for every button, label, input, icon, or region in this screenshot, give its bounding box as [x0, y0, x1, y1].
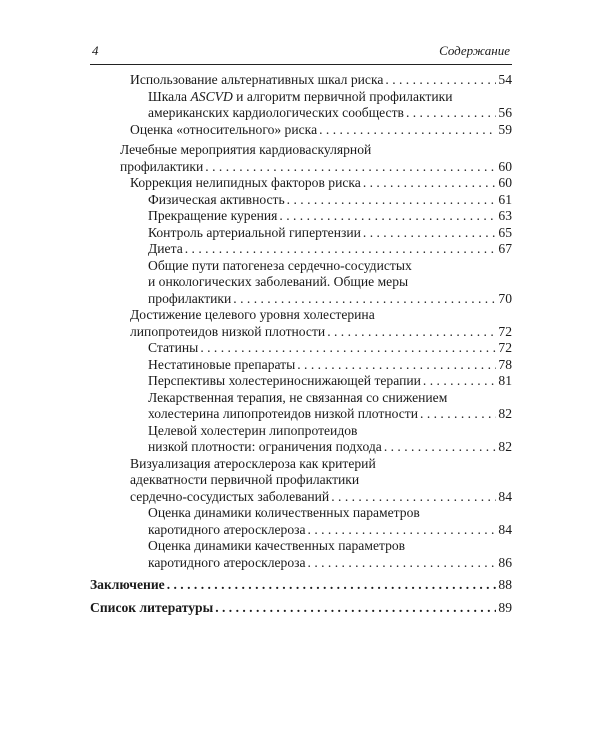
toc-entry[interactable]: [90, 208, 512, 225]
dot-leader: [308, 522, 497, 539]
toc-page-number: 67: [498, 241, 512, 256]
toc-entry[interactable]: [90, 357, 512, 374]
dot-leader: [297, 357, 496, 374]
toc-page-number: 60: [498, 158, 512, 174]
dot-leader: [308, 555, 497, 572]
toc-entry[interactable]: [90, 89, 512, 122]
toc-page-number: 59: [498, 121, 512, 137]
toc-page-number: 63: [498, 208, 512, 223]
dot-leader: [279, 208, 496, 225]
toc-entry-line: Достижение целевого уровня холестерина: [130, 307, 375, 322]
toc-entry-title: Нестатиновые препараты: [148, 356, 296, 372]
dot-leader: [319, 122, 496, 139]
toc-page-number: 84: [498, 521, 512, 537]
toc-page-number: 61: [498, 191, 512, 207]
toc-entry-line: Шкала ASCVD и алгоритм первичной профилактики: [148, 88, 453, 104]
toc-entry-title: каротидного атеросклероза: [148, 554, 306, 570]
toc-page-number: 70: [498, 290, 512, 306]
toc-entry[interactable]: [90, 72, 512, 89]
toc-entry[interactable]: [90, 505, 512, 538]
toc-entry[interactable]: [90, 373, 512, 390]
toc-entry[interactable]: [90, 538, 512, 571]
toc-entry-title: каротидного атеросклероза: [148, 521, 306, 537]
toc-page-number: 86: [498, 554, 512, 570]
toc-entry[interactable]: [90, 258, 512, 308]
dot-leader: [200, 340, 496, 357]
toc-entry-title: Контроль артериальной гипертензии: [148, 224, 361, 240]
toc-page-number: 72: [498, 323, 512, 339]
dot-leader: [423, 373, 496, 390]
toc-entry-line: Визуализация атеросклероза как критерий: [130, 455, 376, 471]
toc-entry-title: американских кардиологических сообществ: [148, 105, 404, 120]
toc-page-number: 84: [498, 488, 512, 504]
toc-entry-line: Целевой холестерин липопротеидов: [148, 422, 358, 438]
toc-page-number: 89: [498, 599, 512, 615]
toc-entry[interactable]: [90, 192, 512, 209]
toc-entry-title: Физическая активность: [148, 191, 285, 207]
dot-leader: [385, 72, 496, 89]
toc-entry-title: Диета: [148, 241, 183, 256]
dot-leader: [363, 225, 497, 242]
table-of-contents: [90, 72, 512, 616]
toc-page-number: 82: [498, 406, 512, 421]
toc-entry-title: Использование альтернативных шкал риска: [130, 72, 384, 87]
toc-entry-title: профилактики: [120, 158, 204, 174]
toc-entry-title: Перспективы холестериноснижающей терапии: [148, 373, 421, 388]
toc-entry[interactable]: [90, 577, 512, 594]
dot-leader: [331, 489, 496, 506]
toc-page-number: 65: [498, 224, 512, 240]
toc-entry-line: Лекарственная терапия, не связанная со снижением: [148, 389, 448, 405]
dot-leader: [384, 439, 497, 456]
toc-entry-line: Общие пути патогенеза сердечно-сосудистых: [148, 257, 412, 273]
toc-page-number: 88: [498, 577, 512, 592]
header-rule: [90, 64, 512, 65]
toc-entry-title: Прекращение курения: [148, 208, 278, 223]
toc-entry-title: липопротеидов низкой плотности: [130, 323, 326, 339]
toc-entry-line: Оценка динамики качественных параметров: [148, 538, 406, 553]
toc-entry-title: Коррекция нелипидных факторов риска: [130, 175, 361, 190]
toc-entry-title: низкой плотности: ограничения подхода: [148, 439, 382, 454]
toc-entry-title: холестерина липопротеидов низкой плотности: [148, 406, 419, 421]
toc-entry-line: Лечебные мероприятия кардиоваскулярной: [120, 142, 372, 157]
toc-entry[interactable]: [90, 175, 512, 192]
toc-entry-title: Заключение: [90, 577, 165, 592]
toc-entry[interactable]: [90, 241, 512, 258]
toc-entry[interactable]: [90, 423, 512, 456]
toc-entry-line: Оценка динамики количественных параметров: [148, 505, 420, 520]
toc-entry[interactable]: [90, 456, 512, 506]
running-head: Содержание: [439, 43, 510, 58]
dot-leader: [327, 324, 496, 341]
toc-entry[interactable]: [90, 390, 512, 423]
toc-entry[interactable]: [90, 600, 512, 617]
toc-entry[interactable]: [90, 142, 512, 175]
toc-entry-title: Оценка «относительного» риска: [130, 121, 318, 137]
toc-page-number: 82: [498, 439, 512, 454]
dot-leader: [287, 192, 497, 209]
dot-leader: [185, 241, 497, 258]
toc-entry-title: сердечно-сосудистых заболеваний: [130, 488, 330, 504]
dot-leader: [363, 175, 497, 192]
toc-page-number: 72: [498, 340, 512, 355]
dot-leader: [215, 600, 496, 617]
toc-page-number: 54: [498, 72, 512, 87]
toc-page-number: 60: [498, 175, 512, 190]
dot-leader: [406, 105, 496, 122]
toc-entry-line: адекватности первичной профилактики: [130, 472, 360, 487]
toc-entry[interactable]: [90, 225, 512, 242]
toc-entry[interactable]: [90, 340, 512, 357]
dot-leader: [205, 159, 496, 176]
page-number: 4: [92, 43, 99, 58]
toc-entry-title: Список литературы: [90, 599, 214, 615]
toc-page-number: 56: [498, 105, 512, 120]
toc-entry[interactable]: [90, 307, 512, 340]
toc-entry-title: профилактики: [148, 290, 232, 306]
dot-leader: [233, 291, 496, 308]
toc-entry-title: Статины: [148, 340, 199, 355]
toc-entry[interactable]: [90, 122, 512, 139]
toc-entry-line: и онкологических заболеваний. Общие меры: [148, 274, 409, 289]
dot-leader: [420, 406, 496, 423]
toc-page-number: 78: [498, 356, 512, 372]
dot-leader: [167, 577, 497, 594]
toc-page-number: 81: [498, 373, 512, 388]
